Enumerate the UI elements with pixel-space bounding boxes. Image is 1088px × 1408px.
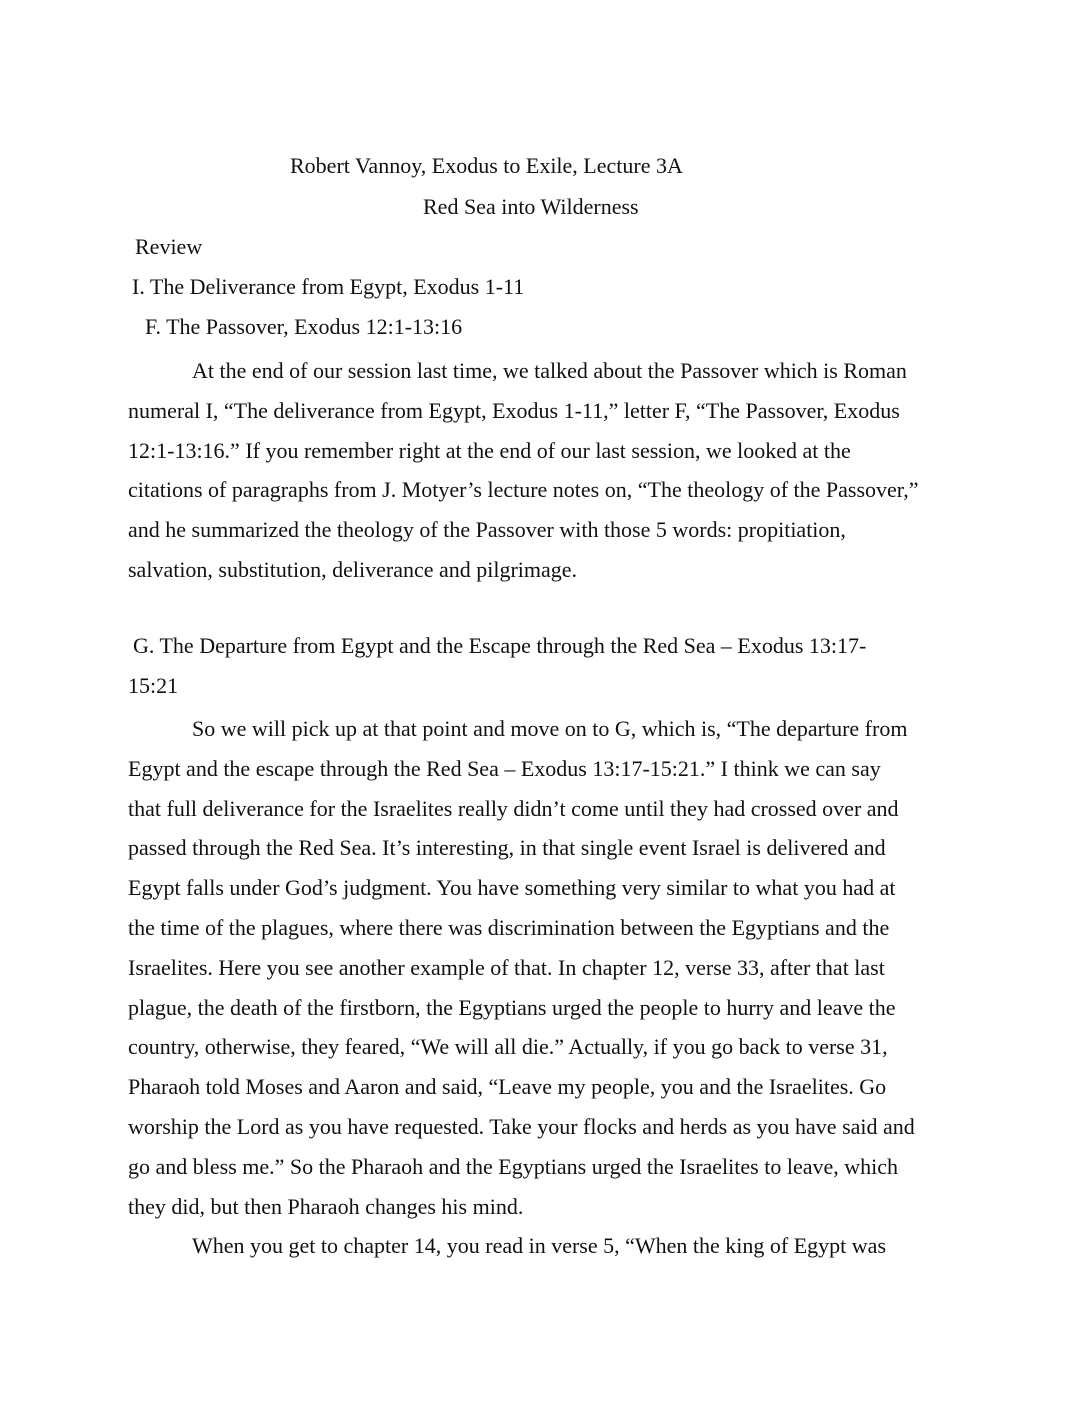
paragraph-line: the time of the plagues, where there was discrimination between the Egyptians and the	[128, 914, 890, 940]
outline-heading-section-g-continued: 15:21	[128, 673, 179, 698]
paragraph-line: Pharaoh told Moses and Aaron and said, “Leave my people, you and the Israelites. Go	[128, 1074, 887, 1100]
paragraph-line: and he summarized the theology of the Passover with those 5 words: propitiation,	[128, 517, 846, 543]
paragraph-line: worship the Lord as you have requested. Take your flocks and herds as you have said and	[128, 1113, 915, 1139]
paragraph-line: country, otherwise, they feared, “We will all die.” Actually, if you go back to verse 31,	[128, 1034, 888, 1060]
paragraph-line: passed through the Red Sea. It’s interesting, in that single event Israel is delivered and	[128, 835, 886, 861]
paragraph-line: go and bless me.” So the Pharaoh and the Egyptians urged the Israelites to leave, which	[128, 1153, 898, 1179]
page-subtitle: Red Sea into Wilderness	[423, 194, 639, 219]
paragraph-line: Israelites. Here you see another example of that. In chapter 12, verse 33, after that last	[128, 954, 885, 980]
paragraph-line: So we will pick up at that point and move on to G, which is, “The departure from	[192, 716, 908, 741]
paragraph-line: 12:1-13:16.” If you remember right at the end of our last session, we looked at the	[128, 437, 851, 463]
paragraph-passover	[128, 351, 919, 590]
review-heading: Review	[135, 234, 203, 259]
paragraph-line: numeral I, “The deliverance from Egypt, Exodus 1-11,” letter F, “The Passover, Exodus	[128, 397, 900, 423]
paragraph-line: citations of paragraphs from J. Motyer’s lecture notes on, “The theology of the Passover,”	[128, 477, 919, 503]
paragraph-line: salvation, substitution, deliverance and pilgrimage.	[128, 556, 578, 582]
paragraph-line: At the end of our session last time, we talked about the Passover which is Roman	[192, 358, 907, 383]
page-title: Robert Vannoy, Exodus to Exile, Lecture 3A	[290, 153, 683, 178]
outline-heading-section-f: F. The Passover, Exodus 12:1-13:16	[145, 314, 463, 339]
paragraph-line: Egypt and the escape through the Red Sea – Exodus 13:17-15:21.” I think we can say	[128, 755, 881, 781]
paragraph-line: that full deliverance for the Israelites really didn’t come until they had crossed over and	[128, 795, 899, 821]
paragraph-departure	[128, 709, 915, 1226]
paragraph-line: they did, but then Pharaoh changes his mind.	[128, 1193, 524, 1219]
paragraph-line: When you get to chapter 14, you read in verse 5, “When the king of Egypt was	[192, 1233, 887, 1258]
paragraph-line: plague, the death of the firstborn, the Egyptians urged the people to hurry and leave the	[128, 994, 896, 1020]
paragraph-chapter-14	[128, 1226, 886, 1266]
outline-heading-section-1: I. The Deliverance from Egypt, Exodus 1-11	[132, 274, 525, 299]
outline-heading-section-g: G. The Departure from Egypt and the Escape through the Red Sea – Exodus 13:17-	[133, 633, 867, 658]
paragraph-line: Egypt falls under God’s judgment. You have something very similar to what you had at	[128, 875, 896, 901]
